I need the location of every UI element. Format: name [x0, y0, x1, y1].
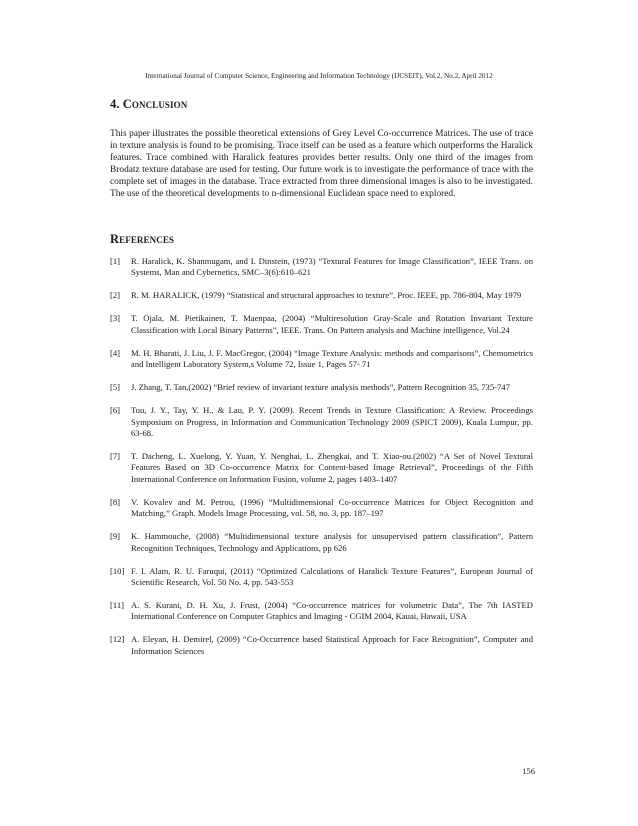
reference-number: [7]	[110, 451, 121, 462]
references-heading: References	[110, 232, 175, 246]
reference-item	[110, 405, 533, 439]
reference-text: R. Haralick, K. Shanmugam, and I. Dinstein, (1973) “Textural Features for Image Classification”, IEEE Trans. on Systems, Man and Cybernetics, SMC–3(6):610–621	[131, 256, 533, 278]
reference-item	[110, 382, 533, 393]
conclusion-paragraph: This paper illustrates the possible theoretical extensions of Grey Level Co-occurrence Matrices. The use of trace in texture analysis is found to be promising. Trace itself can be used as a feature which outperforms the Haralick features. Trace combined with Haralick features provides better results. Only one third of the images from Brodatz texture database are used for testing. Our future work is to investigate the performance of trace with the complete set of images in the database. Trace extracted from three dimensional images is also to be investigated. The use of the theoretical developments to n-dimensional Euclidean space need to explored.	[110, 129, 533, 200]
reference-item	[110, 497, 533, 520]
reference-number: [8]	[110, 496, 121, 507]
conclusion-heading: 4. Conclusion	[110, 97, 188, 111]
reference-number: [3]	[110, 313, 121, 324]
reference-number: [4]	[110, 347, 121, 358]
reference-text: R. M. HARALICK, (1979) “Statistical and structural approaches to texture”, Proc. IEEE, pp. 786-804, May 1979	[131, 290, 522, 301]
reference-item	[110, 566, 533, 589]
reference-text: T. Ojala, M. Pietikainen, T. Maenpaa, (2004) “Multiresolution Gray-Scale and Rotation Invariant Texture Classification with Local Binary Patterns”, IEEE. Trans. On Pattern analysis and Machine intelligence, Vol.24	[131, 313, 533, 335]
reference-list	[110, 256, 533, 669]
reference-text: V. Kovalev and M. Petrou, (1996) “Multidimensional Co-occurrence Matrices for Object Recognition and Matching,” Graph. Models Image Processing, vol. 58, no. 3, pp. 187–197	[131, 496, 533, 519]
reference-text: F. I. Alam, R. U. Faruqui, (2011) “Optimized Calculations of Haralick Texture Features”, European Journal of Scientific Research, Vol. 50 No. 4, pp. 543-553	[131, 565, 533, 588]
reference-number: [6]	[110, 405, 121, 416]
reference-number: [11]	[110, 600, 124, 611]
reference-text: T. Dacheng, L. Xuelong, Y. Yuan, Y. Nenghai, L. Zhengkai, and T. Xiao-ou.(2002) “A Set of Novel Textural Features Based on 3D Co-occurrence Matrix for Content-based Image Retrieval”, Proceedings of the Fifth International Conference on Information Fusion, volume 2, pages 1403–1407	[131, 451, 533, 484]
reference-item	[110, 451, 533, 485]
reference-text: A. S. Kurani, D. H. Xu, J. Frust, (2004) “Co-occurrence matrices for volumetric Data”, The 7th IASTED International Conference on Computer Graphics and Imaging - CGIM 2004, Kauai, Hawaii, USA	[131, 600, 533, 622]
reference-number: [9]	[110, 531, 121, 542]
reference-number: [2]	[110, 290, 121, 301]
reference-number: [12]	[110, 634, 125, 645]
reference-text: J. Zhang, T. Tan,(2002) “Brief review of invariant texture analysis methods”, Pattern Recognition 35, 735-747	[131, 382, 510, 393]
reference-item	[110, 290, 533, 301]
reference-item	[110, 256, 533, 279]
reference-item	[110, 634, 533, 657]
reference-item	[110, 348, 533, 371]
page-number: 156	[522, 766, 535, 776]
reference-text: Tou, J. Y., Tay, Y. H., & Lau, P. Y. (2009). Recent Trends in Texture Classification: A Review. Proceedings Symposium on Progress, in Information and Communication Technology 2009 (SPICT 2009), Kuala Lumpur, pp. 63-68.	[131, 405, 533, 439]
reference-item	[110, 600, 533, 623]
reference-number: [5]	[110, 382, 121, 393]
running-head: International Journal of Computer Science, Engineering and Information Technology (IJCSEIT), Vol.2, No.2, April 2012	[145, 72, 493, 80]
reference-item	[110, 313, 533, 336]
reference-item	[110, 531, 533, 554]
reference-text: K. Hammouche, (2008) “Multidimensional texture analysis for unsupervised pattern classification”, Pattern Recognition Techniques, Technology and Applications, pp 626	[131, 531, 533, 553]
reference-number: [1]	[110, 256, 121, 266]
reference-text: M. H. Bharati, J. Liu, J. F. MacGregor, (2004) “Image Texture Analysis: methods and comparisons”, Chemometrics and Intelligent Laboratory System,s Volume 72, Issue 1, Pages 57- 71	[131, 347, 533, 370]
reference-text: A. Eleyan, H. Demirel, (2009) “Co-Occurrence based Statistical Approach for Face Recognition”, Computer and Information Sciences	[131, 634, 533, 656]
reference-number: [10]	[110, 565, 125, 576]
